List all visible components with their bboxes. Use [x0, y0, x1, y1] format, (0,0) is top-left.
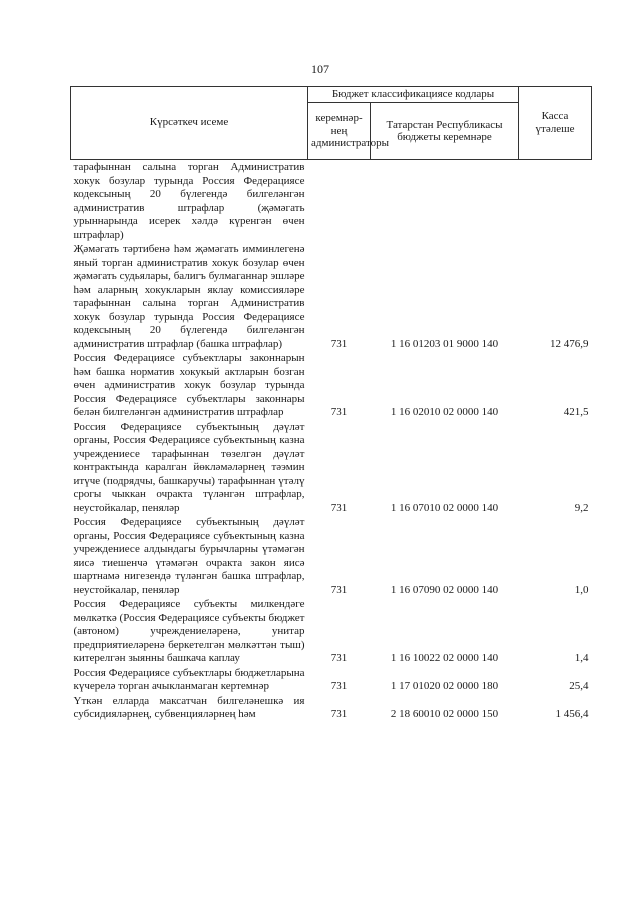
row-amount: 421,5: [563, 406, 589, 418]
row-code: 1 17 01020 02 0000 180: [390, 680, 499, 692]
table-row: [71, 351, 592, 420]
table-row: [71, 420, 592, 516]
row-code: 1 16 07010 02 0000 140: [390, 501, 499, 514]
row-description: Россия Федерациясе субъектының дәүләт органы, Россия Федерациясе субъектының казна учреждениесе алдындагы бурычларны үтәмәгән яисә тиешенчә үтәмәгән очракта закон яисә шартнамә нигезендә түләнгән башка штрафлар, неустойкалар, пеняләр: [73, 516, 305, 596]
row-admin: 731: [330, 337, 348, 350]
row-description: Россия Федерациясе субъектлары законнарын һәм башка норматив хокукый актларын бозган өчен административ хокук бозулар турында Россия Федерациясе субъектлары законнары белән билгеләнгән административ штрафлар: [73, 352, 305, 418]
table-row: [71, 515, 592, 597]
budget-revenue-table: [70, 86, 592, 722]
row-amount: 1,4: [574, 652, 589, 664]
row-admin: 731: [330, 708, 348, 720]
row-code: 1 16 02010 02 0000 140: [390, 406, 499, 418]
row-code: 2 18 60010 02 0000 150: [390, 708, 499, 720]
row-description: тарафыннан салына торган Административ хокук бозулар турында Россия Федерациясе кодексының 20 бүлегендә билгеләнгән административ штрафлар (җәмәгать урыннарында исерек хәлдә күренгән өчен штрафлар): [73, 161, 305, 241]
cash-header: Касса үтәлеше: [519, 87, 592, 160]
row-amount: 12 476,9: [550, 337, 589, 350]
row-amount: 9,2: [574, 501, 589, 514]
row-code: 1 16 01203 01 9000 140: [390, 337, 499, 350]
row-description: Россия Федерациясе субъектының дәүләт органы, Россия Федерациясе субъектының казна учреждениесе тарафыннан төзелгән дәүләт контрактында каралган йөкләмәләрнең тәэмин итүче (подрядчы, башкаручы) тарафыннан үтәлү срогы чыккан очракта түләнгән штрафлар, неустойкалар, пеняләр: [73, 420, 305, 514]
row-amount: 25,4: [569, 680, 589, 692]
indicator-header: Күрсәткеч исеме: [71, 87, 308, 160]
row-code: 1 16 07090 02 0000 140: [390, 583, 499, 596]
row-description: Россия Федерациясе субъекты милкендәге мөлкәткә (Россия Федерациясе субъекты бюджет (автоном) учреждениеләренә, унитар предприятиеләренә беркетелгән мөлкәттән тыш) китерелгән зыянны башкача каплау: [73, 598, 305, 664]
row-amount: 1,0: [574, 583, 589, 596]
row-admin: [308, 160, 371, 243]
row-code: [371, 160, 519, 243]
table-row: [71, 160, 592, 243]
row-code: 1 16 10022 02 0000 140: [390, 652, 499, 664]
revenue-code-header: Татарстан Республикасы бюджеты керемнәре: [371, 103, 519, 160]
table-row: [71, 242, 592, 351]
row-admin: 731: [330, 501, 348, 514]
row-description: Россия Федерациясе субъектлары бюджетларына күчерелә торган ачыкланмаган кертемнәр: [73, 666, 305, 692]
row-admin: 731: [330, 406, 348, 418]
row-amount: 1 456,4: [555, 708, 589, 720]
row-description: Үткән елларда максатчан билгеләнешкә ия субсидияләрнең, субвенцияләрнең һәм: [73, 694, 305, 720]
budget-classification-header: Бюджет классификациясе кодлары: [308, 87, 519, 103]
row-admin: 731: [330, 680, 348, 692]
row-admin: 731: [330, 583, 348, 596]
admin-header: керемнәр-нең администраторы: [308, 103, 371, 160]
table-row: [71, 597, 592, 666]
row-description: Җәмәгать тәртибенә һәм җәмәгать имминлегенә яный торган административ хокук бозулар өчен җәмәгать судьялары, балигъ булмаганнар эшләре һәм аларның хокукларын яклау комиссияләре тарафыннан салына торган Административ хокук бозулар турында Россия Федерациясе кодексының 20 бүлегендә билгеләнгән административ штрафлар (башка штрафлар): [73, 243, 305, 350]
page-number: 107: [311, 62, 329, 76]
table-row: [71, 694, 592, 722]
row-amount: [519, 160, 592, 243]
row-admin: 731: [330, 652, 348, 664]
table-row: [71, 666, 592, 694]
